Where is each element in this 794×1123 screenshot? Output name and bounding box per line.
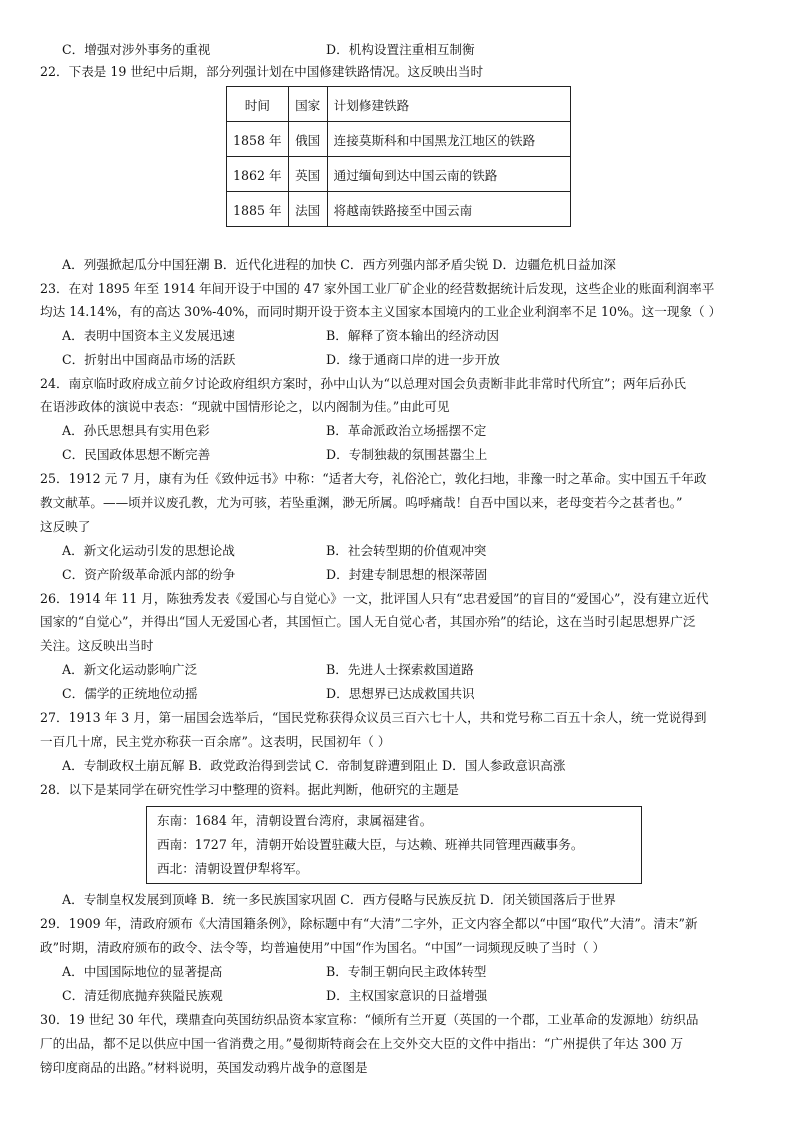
q25-stem-line1: 25．1912 元 7 月，康有为任《致仲远书》中称：“适者大夸，礼俗沦亡，敦化扫地，非豫一时之革命。实中国五千年政 bbox=[40, 471, 707, 486]
q22-stem: 22．下表是 19 世纪中后期，部分列强计划在中国修建铁路情况。这反映出当时 bbox=[40, 64, 484, 79]
q25-option-c[interactable]: C．资产阶级革命派内部的纷争 bbox=[62, 567, 236, 582]
q29-option-b[interactable]: B．专制王朝向民主政体转型 bbox=[326, 964, 487, 979]
q26-stem-line3: 关注。这反映出当时 bbox=[40, 638, 154, 653]
table-cell-time: 1858 年 bbox=[227, 122, 289, 157]
q22-options[interactable]: A．列强掀起瓜分中国狂潮 B．近代化进程的加快 C．西方列强内部矛盾尖锐 D．边疆危机日益加深 bbox=[62, 257, 616, 272]
table-cell-country: 法国 bbox=[288, 192, 327, 227]
q30-stem-line2: 厂的出品，都不足以供应中国一省消费之用。”曼彻斯特商会在上交外交大臣的文件中指出：“广州提供了年达 300 万 bbox=[40, 1036, 684, 1051]
q29-stem-line1: 29．1909 年，清政府颁布《大清国籍条例》，除标题中有“大清”二字外，正文内容全都以“中国“取代”大清”。清末”新 bbox=[40, 916, 698, 931]
box-line-southwest: 西南：1727 年，清朝开始设置驻藏大臣，与达赖、班禅共同管理西藏事务。 bbox=[157, 837, 584, 852]
q29-option-d[interactable]: D．主权国家意识的日益增强 bbox=[326, 988, 488, 1003]
q23-stem-line1: 23．在对 1895 年至 1914 年间开设于中国的 47 家外国工业厂矿企业的经营数据统计后发现，这些企业的账面利润率平 bbox=[40, 281, 715, 296]
table-header-country: 国家 bbox=[288, 87, 327, 122]
q25-stem-line2: 教文献革。——顷并议废孔教，尤为可骇，若坠重渊，渺无所属。呜呼痛哉！自吾中国以来，老母变若今之甚者也。” bbox=[40, 495, 683, 510]
q26-option-c[interactable]: C．儒学的正统地位动摇 bbox=[62, 686, 198, 701]
q24-option-b[interactable]: B．革命派政治立场摇摆不定 bbox=[326, 423, 487, 438]
table-cell-time: 1885 年 bbox=[227, 192, 289, 227]
q26-option-a[interactable]: A．新文化运动影响广泛 bbox=[62, 662, 198, 677]
q23-option-d[interactable]: D．缘于通商口岸的进一步开放 bbox=[326, 352, 500, 367]
table-header-time: 时间 bbox=[227, 87, 289, 122]
q28-material-box bbox=[146, 806, 642, 884]
table-cell-railway: 将越南铁路接至中国云南 bbox=[327, 192, 570, 227]
q29-stem-line2: 政”时期，清政府颁布的政令、法令等，均普遍使用”中国“作为国名。“中国”一词频现反映了当时（ ） bbox=[40, 940, 606, 955]
q26-stem-line1: 26．1914 年 11 月，陈独秀发表《爱国心与自觉心》一文，批评国人只有“忠君爱国”的盲目的“爱国心”，没有建立近代 bbox=[40, 591, 709, 606]
q24-stem-line1: 24．南京临时政府成立前夕讨论政府组织方案时，孙中山认为“以总理对国会负责断非此非常时代所宜”；两年后孙氏 bbox=[40, 376, 686, 391]
table-cell-country: 英国 bbox=[288, 157, 327, 192]
q27-stem-line2: 一百几十席，民主党亦称获一百余席”。这表明，民国初年（ ） bbox=[40, 734, 391, 749]
q23-stem-line2: 均达 14.14%，有的高达 30%-40%，而同时期开设于资本主义国家本国境内的工业企业利润率不足 10%。这一现象（ ） bbox=[40, 304, 722, 319]
q24-option-a[interactable]: A．孙氏思想具有实用色彩 bbox=[62, 423, 210, 438]
q23-option-b[interactable]: B．解释了资本输出的经济动因 bbox=[326, 328, 499, 343]
q26-option-b[interactable]: B．先进人士探索救国道路 bbox=[326, 662, 474, 677]
q29-option-a[interactable]: A．中国国际地位的显著提高 bbox=[62, 964, 223, 979]
q26-stem-line2: 国家的“自觉心”，并得出“国人无爱国心者，其国恒亡。国人无自觉心者，其国亦殆”的结论，这在当时引起思想界广泛 bbox=[40, 614, 696, 629]
q23-option-a[interactable]: A．表明中国资本主义发展迅速 bbox=[62, 328, 235, 343]
q24-option-d[interactable]: D．专制独裁的氛围甚嚣尘上 bbox=[326, 447, 488, 462]
q21-option-c[interactable]: C．增强对涉外事务的重视 bbox=[62, 42, 211, 57]
q30-stem-line1: 30．19 世纪 30 年代，璞鼎查向英国纺织品资本家宣称：“倾所有兰开夏（英国的一个郡，工业革命的发源地）纺织品 bbox=[40, 1012, 699, 1027]
q23-option-c[interactable]: C．折射出中国商品市场的活跃 bbox=[62, 352, 236, 367]
q25-stem-line3: 这反映了 bbox=[40, 519, 91, 534]
q27-options[interactable]: A．专制政权土崩瓦解 B．政党政治得到尝试 C．帝制复辟遭到阻止 D．国人参政意识高涨 bbox=[62, 758, 566, 773]
table-header-railway: 计划修建铁路 bbox=[327, 87, 570, 122]
q25-option-b[interactable]: B．社会转型期的价值观冲突 bbox=[326, 543, 487, 558]
table-row bbox=[227, 192, 571, 227]
table-cell-time: 1862 年 bbox=[227, 157, 289, 192]
q30-stem-line3: 镑印度商品的出路。”材料说明，英国发动鸦片战争的意图是 bbox=[40, 1060, 368, 1075]
table-row bbox=[227, 122, 571, 157]
q21-option-d[interactable]: D．机构设置注重相互制衡 bbox=[326, 42, 475, 57]
q25-option-d[interactable]: D．封建专制思想的根深蒂固 bbox=[326, 567, 488, 582]
table-row bbox=[227, 157, 571, 192]
table-header-row bbox=[227, 87, 571, 122]
q24-option-c[interactable]: C．民国政体思想不断完善 bbox=[62, 447, 211, 462]
box-line-northwest: 西北：清朝设置伊犁将军。 bbox=[157, 861, 309, 876]
q22-railway-table bbox=[226, 86, 571, 227]
q29-option-c[interactable]: C．清廷彻底抛弃狭隘民族观 bbox=[62, 988, 223, 1003]
q28-options[interactable]: A．专制皇权发展到顶峰 B．统一多民族国家巩固 C．西方侵略与民族反抗 D．闭关锁国落后于世界 bbox=[62, 892, 616, 907]
table-cell-railway: 连接莫斯科和中国黑龙江地区的铁路 bbox=[327, 122, 570, 157]
table-cell-railway: 通过缅甸到达中国云南的铁路 bbox=[327, 157, 570, 192]
table-cell-country: 俄国 bbox=[288, 122, 327, 157]
box-line-southeast: 东南：1684 年，清朝设置台湾府，隶属福建省。 bbox=[157, 813, 433, 828]
q28-stem: 28．以下是某同学在研究性学习中整理的资料。据此判断，他研究的主题是 bbox=[40, 782, 460, 797]
q27-stem-line1: 27．1913 年 3 月，第一届国会选举后，“国民党称获得众议员三百六七十人，共和党号称二百五十余人，统一党说得到 bbox=[40, 710, 707, 725]
q24-stem-line2: 在语涉政体的演说中表态：“现就中国情形论之，以内阁制为佳。”由此可见 bbox=[40, 399, 450, 414]
q26-option-d[interactable]: D．思想界已达成救国共识 bbox=[326, 686, 475, 701]
q25-option-a[interactable]: A．新文化运动引发的思想论战 bbox=[62, 543, 235, 558]
